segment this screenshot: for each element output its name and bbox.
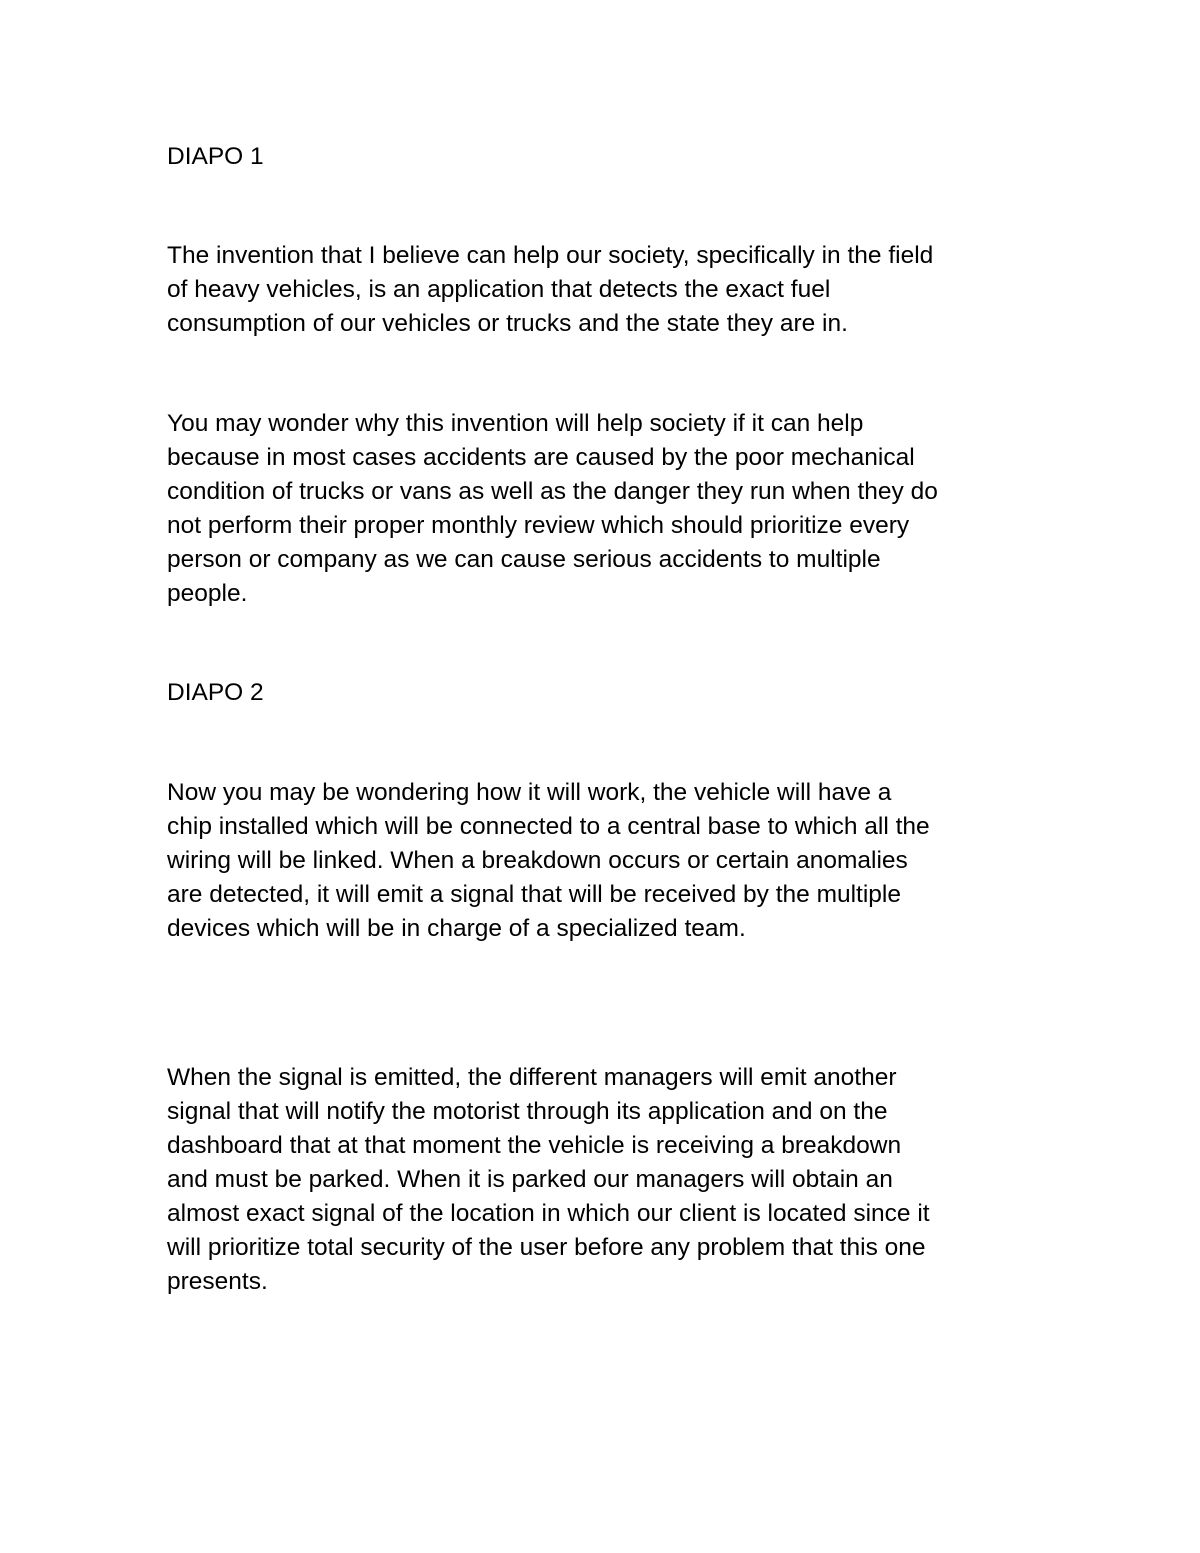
paragraph-line: will prioritize total security of the user before any problem that this one	[167, 1234, 926, 1261]
paragraph-line: not perform their proper monthly review which should prioritize every	[167, 512, 910, 539]
paragraph-line: are detected, it will emit a signal that will be received by the multiple	[167, 881, 901, 908]
paragraph-line: consumption of our vehicles or trucks and the state they are in.	[167, 310, 848, 337]
paragraph-line: person or company as we can cause serious accidents to multiple	[167, 546, 881, 573]
paragraph-line: dashboard that at that moment the vehicle is receiving a breakdown	[167, 1132, 902, 1159]
paragraph-line: because in most cases accidents are caused by the poor mechanical	[167, 444, 915, 471]
paragraph-line: The invention that I believe can help our society, specifically in the field	[167, 242, 934, 269]
paragraph-line: chip installed which will be connected to a central base to which all the	[167, 813, 930, 840]
paragraph-line: When the signal is emitted, the different managers will emit another	[167, 1064, 897, 1091]
paragraph-line: of heavy vehicles, is an application that detects the exact fuel	[167, 276, 831, 303]
paragraph-line: people.	[167, 580, 248, 607]
paragraph-line: devices which will be in charge of a specialized team.	[167, 915, 746, 942]
section-heading: DIAPO 1	[167, 143, 264, 170]
paragraph-line: wiring will be linked. When a breakdown occurs or certain anomalies	[167, 847, 908, 874]
paragraph-line: You may wonder why this invention will help society if it can help	[167, 410, 864, 437]
paragraph-line: and must be parked. When it is parked our managers will obtain an	[167, 1166, 893, 1193]
paragraph-line: almost exact signal of the location in which our client is located since it	[167, 1200, 930, 1227]
paragraph-line: presents.	[167, 1268, 268, 1295]
section-heading: DIAPO 2	[167, 679, 264, 706]
paragraph-line: signal that will notify the motorist through its application and on the	[167, 1098, 888, 1125]
paragraph-line: condition of trucks or vans as well as the danger they run when they do	[167, 478, 938, 505]
paragraph-line: Now you may be wondering how it will work, the vehicle will have a	[167, 779, 892, 806]
